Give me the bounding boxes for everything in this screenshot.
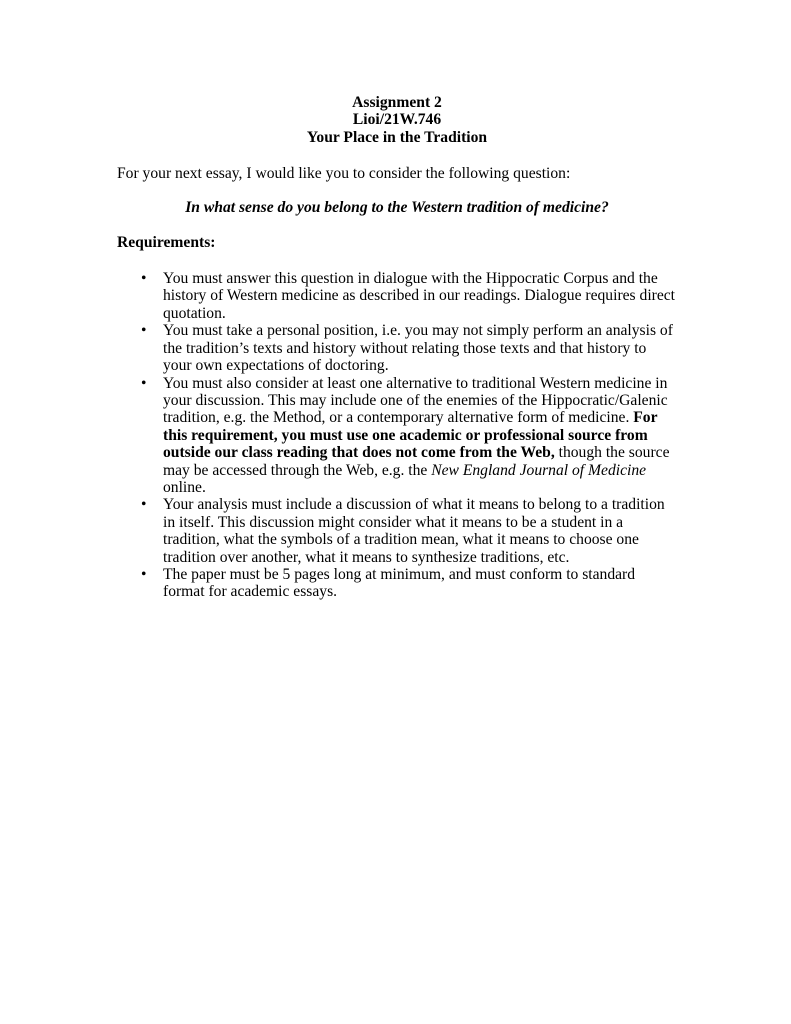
assignment-subtitle: Your Place in the Tradition xyxy=(306,128,488,146)
document-page xyxy=(117,94,677,601)
bullet-icon: • xyxy=(141,496,147,514)
assignment-title: Assignment 2 xyxy=(352,94,442,111)
bullet-icon: • xyxy=(141,270,147,288)
requirements-list xyxy=(117,270,677,601)
requirement-text: You must also consider at least one alternative to traditional Western medicine in your discussion. This may include one of the enemies of the Hippocratic/Galenic tradition, e.g. the Method, or a contemporary alternative form of medicine. xyxy=(163,374,668,427)
requirement-text: The paper must be 5 pages long at minimum, and must conform to standard format for academic essays. xyxy=(163,565,636,601)
course-code: Lioi/21W.746 xyxy=(352,111,442,129)
list-item xyxy=(117,566,677,601)
requirements-heading: Requirements: xyxy=(117,233,216,251)
requirement-emphasis: For this requirement, you must use one academic or professional source from outside our class reading that does not come from the Web, xyxy=(163,409,658,462)
bullet-icon: • xyxy=(141,322,147,340)
list-item xyxy=(117,375,677,497)
list-item xyxy=(117,496,677,566)
requirement-text-continued: though the source may be accessed through the Web, e.g. the xyxy=(163,444,670,479)
bullet-icon: • xyxy=(141,374,147,392)
journal-title: New England Journal of Medicine xyxy=(431,461,647,479)
intro-paragraph: For your next essay, I would like you to consider the following question: xyxy=(117,165,571,183)
requirement-text-end: online. xyxy=(163,478,206,496)
requirement-text: Your analysis must include a discussion of what it means to belong to a tradition in itself. This discussion might consider what it means to be a student in a tradition, what the symbols of a tradition mean, what it means to choose one tradition over another, what it means to synthesize traditions, etc. xyxy=(163,496,665,566)
essay-question: In what sense do you belong to the Western tradition of medicine? xyxy=(185,199,609,217)
list-item xyxy=(117,270,677,322)
list-item xyxy=(117,322,677,374)
requirement-text: You must answer this question in dialogue with the Hippocratic Corpus and the history of Western medicine as described in our readings. Dialogue requires direct quotation. xyxy=(163,270,676,322)
bullet-icon: • xyxy=(141,565,147,583)
requirement-text: You must take a personal position, i.e. you may not simply perform an analysis of the tradition’s texts and history without relating those texts and that history to your own expectations of doctoring. xyxy=(163,322,673,375)
document-header xyxy=(117,94,677,146)
